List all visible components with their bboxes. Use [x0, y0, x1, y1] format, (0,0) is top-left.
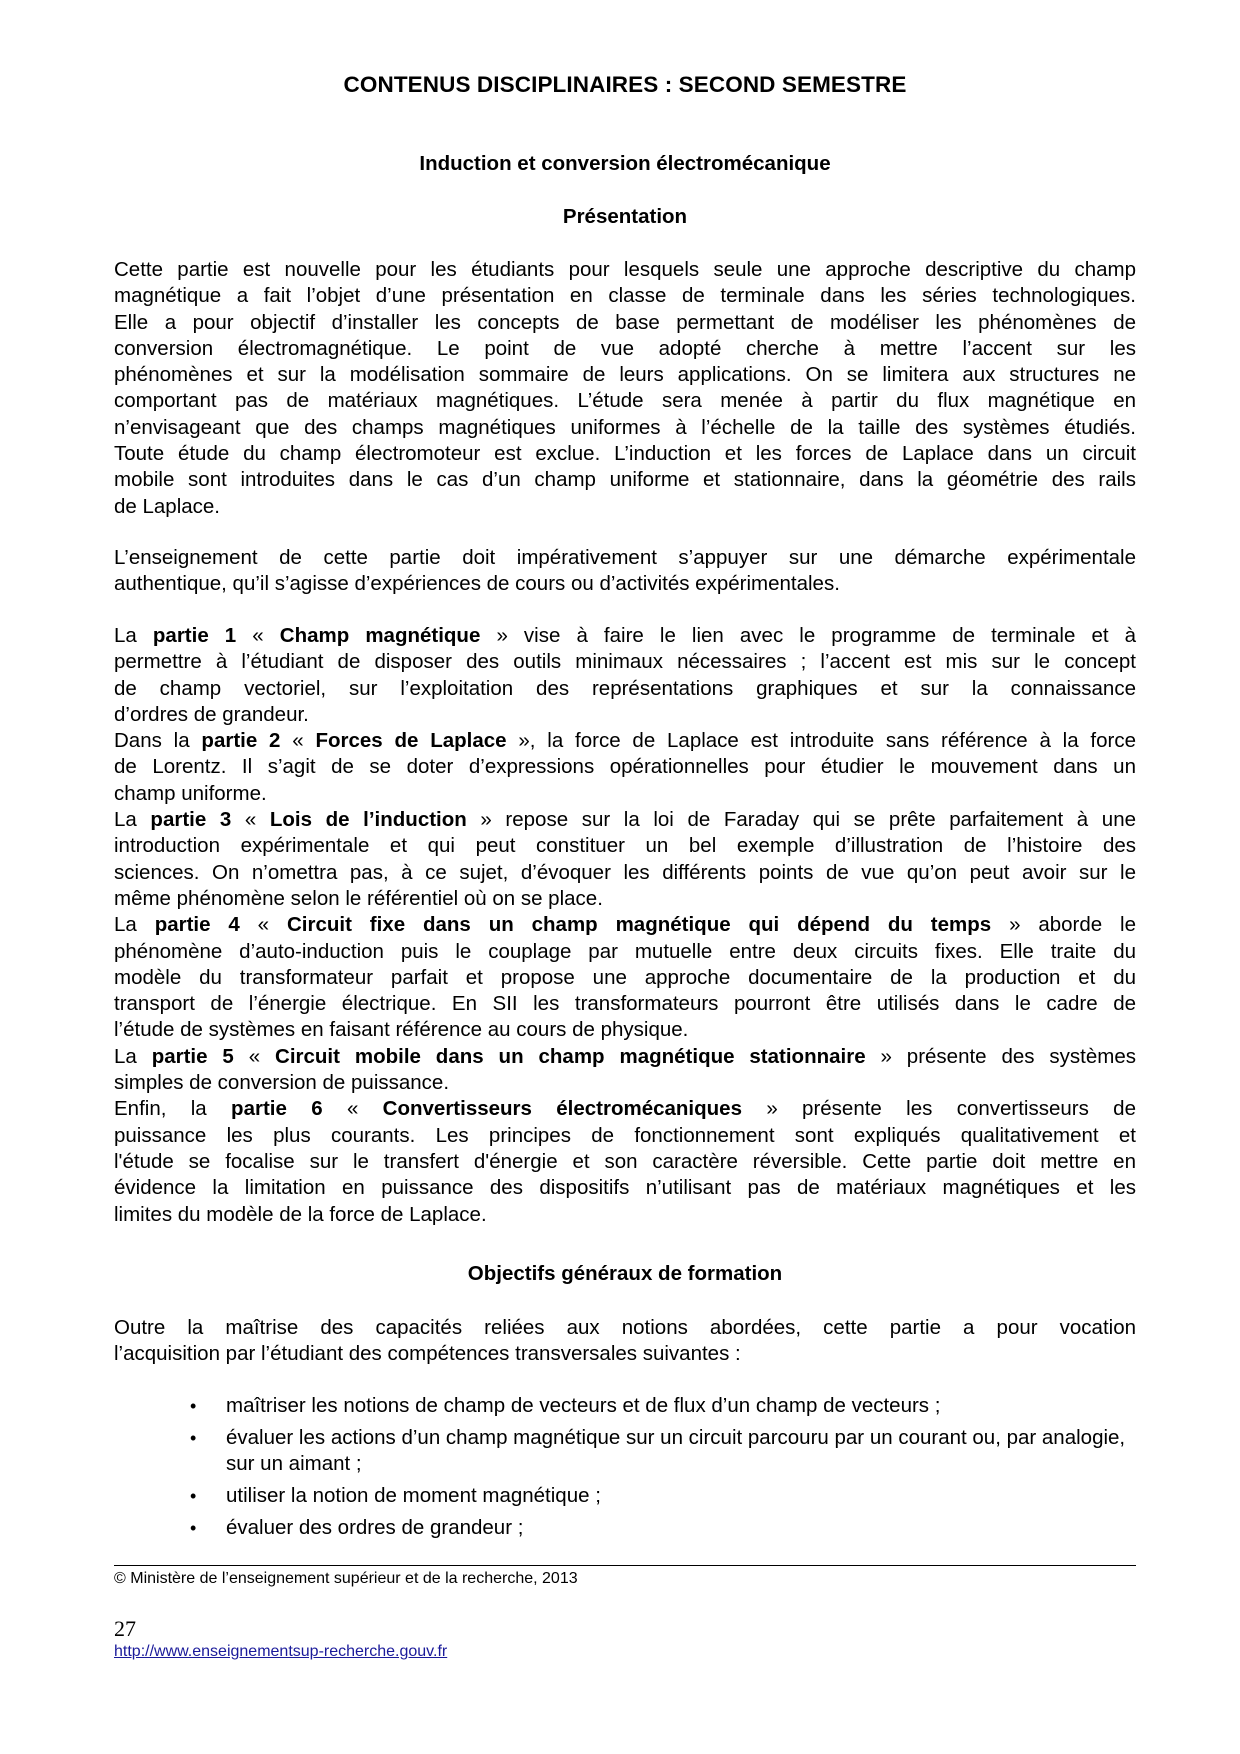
text-line: même phénomène selon le référentiel où on se place.	[114, 886, 603, 910]
objectives-heading: Objectifs généraux de formation	[467, 1262, 783, 1285]
part-5-line: La partie 5 « Circuit mobile dans un champ magnétique stationnaire » présente des systèmes	[114, 1044, 1137, 1068]
text-line: conversion électromagnétique. Le point de vue adopté cherche à mettre l’accent sur les	[114, 336, 1136, 360]
text-line: d’ordres de grandeur.	[114, 702, 309, 726]
text-line: évidence la limitation en puissance des dispositifs n’utilisant pas de matériaux magnétiques et les	[114, 1176, 1136, 1200]
text-line: phénomène d’auto-induction puis le couplage par mutuelle entre deux circuits fixes. Elle traite du	[114, 939, 1136, 963]
part-4-line: La partie 4 « Circuit fixe dans un champ magnétique qui dépend du temps » aborde le	[114, 913, 1137, 937]
list-item: • maîtriser les notions de champ de vecteurs et de flux d’un champ de vecteurs ;	[190, 1394, 941, 1417]
experimental-paragraph	[114, 545, 1136, 598]
text-line: de champ vectoriel, sur l’exploitation des représentations graphiques et sur la connaissance	[114, 676, 1136, 700]
part-2-name: Forces de Laplace	[315, 729, 507, 753]
part-4-name: Circuit fixe dans un champ magnétique qui dépend du temps	[286, 913, 992, 937]
part-5-name: Circuit mobile dans un champ magnétique stationnaire	[275, 1044, 866, 1068]
text-line: mobile sont introduites dans le cas d’un champ uniforme et stationnaire, dans la géométrie des rails	[114, 468, 1136, 492]
text-line: phénomènes et sur la modélisation sommaire de leurs applications. On se limitera aux structures ne	[114, 363, 1136, 387]
list-item: • évaluer les actions d’un champ magnétique sur un circuit parcouru par un courant ou, par analogie, sur un aimant ;	[190, 1426, 1126, 1475]
part-1-line: La partie 1 « Champ magnétique » vise à faire le lien avec le programme de terminale et à	[114, 624, 1137, 647]
part-4-label: partie 4	[154, 913, 240, 937]
text-line: Cette partie est nouvelle pour les étudiants pour lesquels seule une approche descriptive du champ	[114, 258, 1136, 281]
part-6-label: partie 6	[231, 1097, 323, 1121]
text-line: l'étude se focalise sur le transfert d'énergie et son caractère réversible. Cette partie doit mettre en	[114, 1149, 1136, 1173]
bullet-icon: •	[190, 1396, 197, 1416]
intro-paragraph	[114, 257, 1136, 520]
text-line: Toute étude du champ électromoteur est exclue. L’induction et les forces de Laplace dans un circuit	[114, 442, 1136, 466]
page-number: 27	[114, 1616, 136, 1641]
part-1-label: partie 1	[152, 624, 237, 647]
text-line: modèle du transformateur parfait et propose une approche documentaire de la production et du	[114, 965, 1136, 989]
bullet-icon: •	[190, 1428, 197, 1448]
presentation-heading: Présentation	[562, 205, 688, 228]
competences-list	[114, 1393, 1136, 1547]
text-line: n’envisageant que des champs magnétiques uniformes à l’échelle de la taille des systèmes étudiés.	[114, 415, 1136, 439]
part-1-name: Champ magnétique	[279, 624, 481, 647]
ministry-link[interactable]: http://www.enseignementsup-recherche.gouv.fr	[114, 1643, 448, 1660]
text-line: sciences. On n’omettra pas, à ce sujet, d’évoquer les différents points de vue qu’on peut avoir sur le	[114, 860, 1136, 884]
text-line: comportant pas de matériaux magnétiques. L’étude sera menée à partir du flux magnétique en	[114, 389, 1136, 413]
part-3-line: La partie 3 « Lois de l’induction » repose sur la loi de Faraday qui se prête parfaitement à une	[114, 808, 1137, 832]
text-line: Elle a pour objectif d’installer les concepts de base permettant de modéliser les phénomènes de	[114, 310, 1136, 334]
part-3-name: Lois de l’induction	[269, 808, 467, 832]
text-line: de Laplace.	[114, 494, 221, 518]
text-line: introduction expérimentale et qui peut constituer un bel exemple d’illustration de l’histoire des	[114, 834, 1136, 858]
part-6-line: Enfin, la partie 6 « Convertisseurs électromécaniques » présente les convertisseurs de	[114, 1097, 1136, 1121]
list-item: • évaluer des ordres de grandeur ;	[190, 1516, 524, 1539]
part-5-label: partie 5	[151, 1044, 234, 1068]
text-line: l’étude de systèmes en faisant référence au cours de physique.	[114, 1018, 689, 1042]
text-line: de Lorentz. Il s’agit de se doter d’expressions opérationnelles pour étudier le mouvement dans un	[114, 755, 1136, 779]
text-line: L’enseignement de cette partie doit impérativement s’appuyer sur une démarche expérimentale	[114, 546, 1136, 569]
part-3-label: partie 3	[150, 808, 232, 832]
copyright-notice: © Ministère de l’enseignement supérieur et de la recherche, 2013	[114, 1570, 578, 1587]
footer-divider	[114, 1565, 1136, 1566]
text-line: permettre à l’étudiant de disposer des outils minimaux nécessaires ; l’accent est mis sur le concept	[114, 650, 1136, 674]
parts-paragraph	[114, 623, 1136, 1228]
part-2-label: partie 2	[201, 729, 281, 753]
objectives-intro	[114, 1315, 1136, 1368]
text-line: transport de l’énergie électrique. En SII les transformateurs pourront être utilisés dans le cadre de	[114, 992, 1136, 1016]
text-line: champ uniforme.	[114, 781, 267, 805]
text-line: Outre la maîtrise des capacités reliées aux notions abordées, cette partie a pour vocation	[114, 1316, 1136, 1339]
part-2-line: Dans la partie 2 « Forces de Laplace », la force de Laplace est introduite sans référence à la force	[114, 729, 1136, 753]
text-line: authentique, qu’il s’agisse d’expériences de cours ou d’activités expérimentales.	[114, 572, 840, 596]
text-line: limites du modèle de la force de Laplace.	[114, 1202, 487, 1226]
bullet-icon: •	[190, 1518, 197, 1538]
list-item: • utiliser la notion de moment magnétique ;	[190, 1484, 601, 1507]
bullet-icon: •	[190, 1486, 197, 1506]
text-line: magnétique a fait l’objet d’une présentation en classe de terminale dans les séries technologiques.	[114, 284, 1136, 308]
text-line: l’acquisition par l’étudiant des compétences transversales suivantes :	[114, 1342, 741, 1366]
text-line: simples de conversion de puissance.	[114, 1071, 450, 1095]
part-6-name: Convertisseurs électromécaniques	[382, 1097, 742, 1121]
text-line: puissance les plus courants. Les principes de fonctionnement sont expliqués qualitativement et	[114, 1123, 1136, 1147]
section-title: Induction et conversion électromécanique	[419, 152, 831, 175]
page-title: CONTENUS DISCIPLINAIRES : SECOND SEMESTRE	[343, 72, 907, 97]
